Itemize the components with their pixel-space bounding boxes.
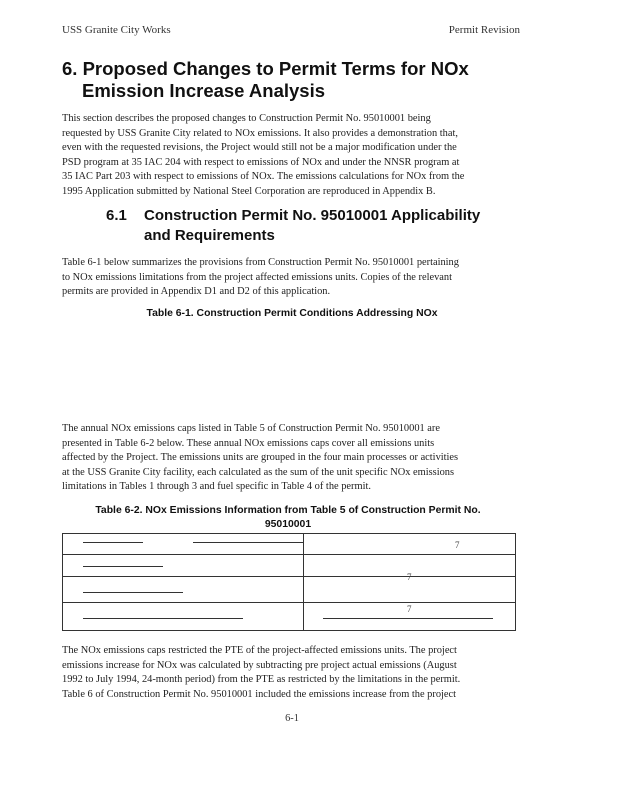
text-line: 35 IAC Part 203 with respect to emissions of NOx. The emissions calculations for NOx from the: [62, 171, 465, 182]
text-line: PSD program at 35 IAC 204 with respect to emissions of NOx and under the NNSR program at: [62, 156, 460, 168]
section-6-title-line1: Proposed Changes to Permit Terms for NOx: [82, 58, 469, 79]
table-6-2-intro-paragraph: [62, 422, 522, 495]
header-right: Permit Revision: [448, 24, 520, 36]
section-6-heading: [62, 58, 522, 102]
table-mark: 7: [407, 604, 412, 614]
text-line: presented in Table 6-2 below. These annual NOx emissions caps cover all emissions units: [62, 437, 435, 449]
text-line: even with the requested revisions, the Project would still not be a major modification under the: [62, 142, 457, 153]
table-column-divider: [303, 534, 304, 630]
section-6-1-title-line1: Construction Permit No. 95010001 Applicability: [144, 207, 481, 224]
text-line: limitations in Tables 1 through 3 and fuel specific in Table 4 of the permit.: [62, 481, 371, 492]
section-6-paragraph: [62, 112, 522, 199]
text-line: This section describes the proposed changes to Construction Permit No. 95010001 being: [62, 113, 431, 124]
text-line: to NOx emissions limitations from the project affected emissions units. Copies of the relevant: [62, 271, 452, 283]
table-row-stub: [83, 566, 163, 567]
text-line: The NOx emissions caps restricted the PTE of the project-affected emissions units. The project: [62, 645, 457, 656]
text-line: 1995 Application submitted by National Steel Corporation are reproduced in Appendix B.: [62, 185, 436, 197]
text-line: Table 6 of Construction Permit No. 95010001 included the emissions increase from the project: [62, 688, 457, 700]
table-6-2-caption: [62, 504, 514, 532]
table-row-stub: [83, 592, 183, 593]
section-6-1-paragraph: [62, 256, 522, 300]
table-row-stub: [83, 542, 143, 543]
text-line: affected by the Project. The emissions units are grouped in the four main processes or activities: [62, 452, 459, 463]
section-6-1-title-line2: and Requirements: [144, 227, 275, 244]
text-line: emissions increase for NOx was calculated by subtracting pre project actual emissions (August: [62, 659, 457, 671]
text-line: 1992 to July 1994, 24-month period) from the PTE as restricted by the limitations in the permit.: [62, 674, 461, 685]
table-row-divider: [63, 554, 515, 555]
text-line: requested by USS Granite City related to NOx emissions. It also provides a demonstration that,: [62, 127, 458, 139]
section-6-1-number: 6.1: [106, 207, 127, 224]
header-left: USS Granite City Works: [62, 24, 171, 36]
page-number: 6-1: [285, 713, 299, 724]
table-row-divider: [63, 576, 515, 577]
text-line: permits are provided in Appendix D1 and D2 of this application.: [62, 286, 331, 297]
section-6-number: 6.: [62, 58, 78, 79]
section-6-title-line2: Emission Increase Analysis: [82, 80, 326, 101]
table-6-2: [62, 533, 516, 631]
section-6-1-heading: [106, 206, 516, 246]
table-6-1-caption: Table 6-1. Construction Permit Conditions Addressing NOx: [146, 308, 438, 319]
table-row-stub: [193, 542, 303, 543]
table-mark: 7: [455, 540, 460, 550]
text-line: Table 6-1 below summarizes the provisions from Construction Permit No. 95010001 pertaining: [62, 257, 459, 268]
text-line: at the USS Granite City facility, each calculated as the sum of the unit specific NOx emissions: [62, 466, 455, 478]
table-row-stub: [83, 618, 243, 619]
table-6-2-caption-line1: Table 6-2. NOx Emissions Information from Table 5 of Construction Permit No.: [95, 505, 481, 516]
table-mark: 7: [407, 572, 412, 582]
table-row-divider: [63, 602, 515, 603]
closing-paragraph: [62, 644, 522, 702]
table-6-2-caption-line2: 95010001: [264, 519, 312, 530]
text-line: The annual NOx emissions caps listed in Table 5 of Construction Permit No. 95010001 are: [62, 423, 440, 434]
table-row-stub: [323, 618, 493, 619]
